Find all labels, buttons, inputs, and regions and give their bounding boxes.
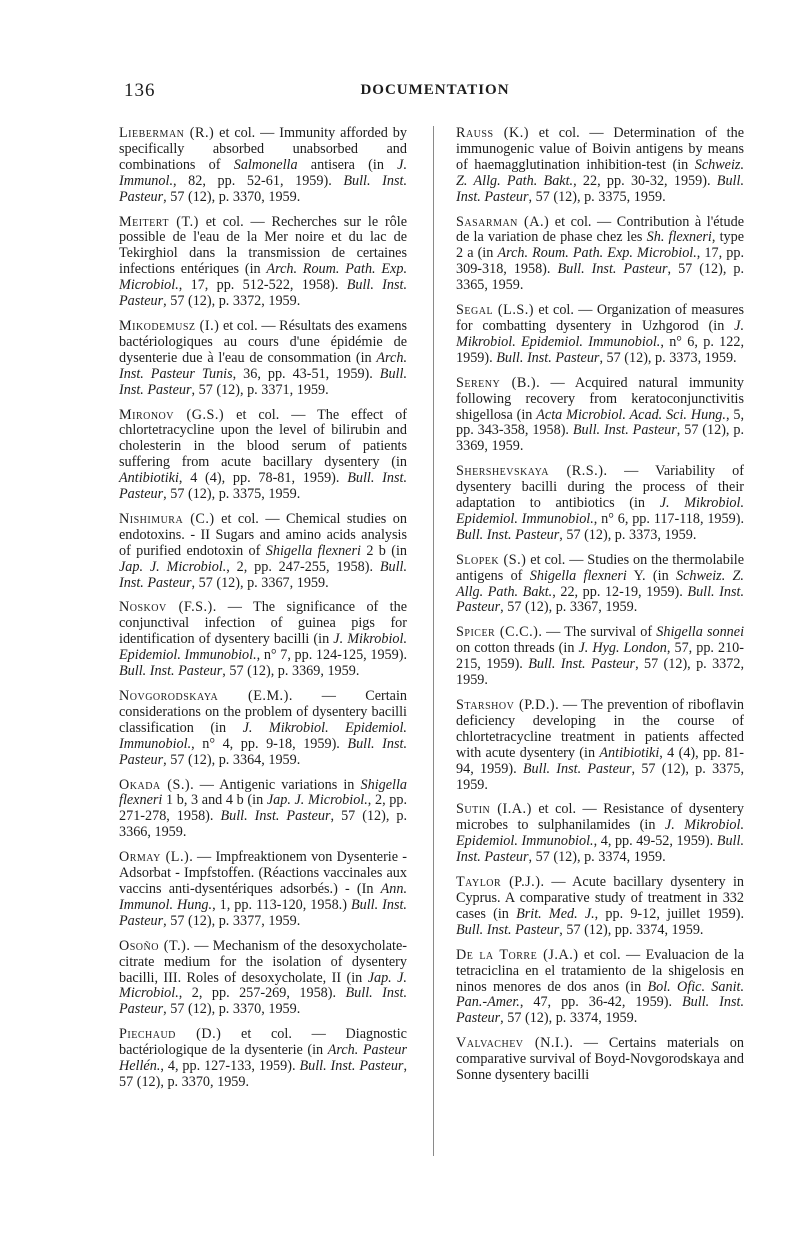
reference-author: Meitert (T.)	[119, 213, 199, 230]
reference-entry	[119, 778, 407, 842]
reference-citation: . — Certain considerations on the problem of dysentery bacilli classification (in J. Mikrobiol. Epidemiol. Immunobiol., n° 4, pp. 9-18, 1959). Bull. Inst. Pasteur, 57 (12), p. 3364, 1959.	[119, 688, 407, 768]
reference-citation: . — Acute bacillary dysentery in Cyprus. A comparative study of treatment in 332 cases (in Brit. Med. J., pp. 9-12, juillet 1959). Bull. Inst. Pasteur, 57 (12), pp. 3374, 1959.	[456, 874, 744, 938]
reference-author: Mikodemusz (I.)	[119, 317, 220, 334]
reference-author: Sasarman (A.)	[456, 213, 550, 230]
reference-author: Novgorodskaya (E.M.)	[119, 688, 289, 704]
reference-citation: . — The prevention of riboflavin deficiency developing in the course of chlortetracycline treatment in patients affected with acute dysentery (in Antibiotiki, 4 (4), pp. 81-94, 1959). Bull. Inst. Pasteur, 57 (12), p. 3375, 1959.	[456, 697, 744, 793]
reference-author: Nishimura (C.)	[119, 510, 215, 527]
reference-citation: et col. — Resistance of dysentery microbes to sulphanilamides (in J. Mikrobiol. Epidemiol. Immunobiol., 4, pp. 49-52, 1959). Bull. Inst. Pasteur, 57 (12), p. 3374, 1959.	[456, 801, 744, 866]
reference-citation: . — Variability of dysentery bacilli during the process of their adaptation to antibiotics (in J. Mikrobiol. Epidemiol. Immunobiol., n° 6, pp. 117-118, 1959). Bull. Inst. Pasteur, 57 (12), p. 3373, 1959.	[456, 463, 745, 543]
reference-entry	[456, 376, 744, 456]
page-number: 136	[124, 80, 156, 101]
reference-citation: et col. — Résultats des examens bactériologiques au cours d'une épidémie de dysenterie due à l'eau de consommation (in Arch. Inst. Pasteur Tunis, 36, pp. 43-51, 1959). Bull. Inst. Pasteur, 57 (12), p. 3371, 1959.	[119, 317, 407, 398]
reference-citation: . — Certains materials on comparative survival of Boyd-Novgorodskaya and Sonne dysentery bacilli	[456, 1035, 744, 1084]
reference-citation: et col. — Determination of the immunogenic value of Boivin antigens by means of haemagglutination inhibition-test (in Schweiz. Z. Allg. Path. Bakt., 22, pp. 30-32, 1959). Bull. Inst. Pasteur, 57 (12), p. 3375, 1959.	[456, 125, 744, 205]
reference-entry	[456, 303, 744, 367]
reference-author: Okada (S.)	[119, 776, 191, 793]
reference-entry	[119, 319, 407, 399]
reference-author: Taylor (P.J.)	[456, 874, 541, 891]
reference-entry	[119, 689, 407, 769]
reference-author: Starshov (P.D.)	[456, 697, 556, 713]
reference-author: Mironov (G.S.)	[119, 406, 225, 423]
column-divider	[433, 126, 434, 1156]
reference-citation: et col. — Recherches sur le rôle possible de l'eau de la Mer noire et du lac de Tekirghiol dans la transmission de certaines infections entériques (in Arch. Roum. Path. Exp. Microbiol., 17, pp. 512-522, 1958). Bull. Inst. Pasteur, 57 (12), p. 3372, 1959.	[119, 213, 407, 310]
reference-author: Segal (L.S.)	[456, 302, 535, 319]
reference-entry	[119, 408, 407, 503]
reference-entry	[456, 802, 744, 866]
reference-entry	[456, 1036, 744, 1084]
reference-author: Sutin (I.A.)	[456, 801, 532, 818]
reference-citation: et col. — Diagnostic bactériologique de la dysenterie (in Arch. Pasteur Hellén., 4, pp. 127-133, 1959). Bull. Inst. Pasteur, 57 (12), p. 3370, 1959.	[119, 1026, 408, 1090]
reference-author: Sereny (B.)	[456, 374, 537, 391]
reference-citation: . — The significance of the conjunctival infection of guinea pigs for identification of dysentery bacilli (in J. Mikrobiol. Epidemiol. Immunobiol., n° 7, pp. 124-125, 1959). Bull. Inst. Pasteur, 57 (12), p. 3369, 1959.	[119, 599, 407, 680]
reference-entry	[119, 600, 407, 680]
reference-entry	[119, 939, 407, 1019]
reference-citation: . — Mechanism of the desoxycholate-citrate medium for the isolation of dysentery bacilli, III. Roles of desoxycholate, II (in Jap. J. Microbiol., 2, pp. 257-269, 1958). Bull. Inst. Pasteur, 57 (12), p. 3370, 1959.	[119, 937, 407, 1018]
right-column	[456, 126, 744, 1093]
running-title: DOCUMENTATION	[360, 82, 510, 98]
reference-author: Rauss (K.)	[456, 125, 530, 141]
reference-author: Valvachev (N.I.)	[456, 1035, 570, 1052]
reference-citation: et col. — Contribution à l'étude de la variation de phase chez les Sh. flexneri, type 2 a (in Arch. Roum. Path. Exp. Microbiol., 17, pp. 309-318, 1958). Bull. Inst. Pasteur, 57 (12), p. 3365, 1959.	[456, 213, 745, 294]
left-column	[119, 126, 407, 1100]
reference-author: Ormay (L.)	[119, 849, 190, 866]
reference-author: Lieberman (R.)	[119, 125, 215, 141]
reference-citation: et col. — Chemical studies on endotoxins. - II Sugars and amino acids analysis of purified endotoxin of Shigella flexneri 2 b (in Jap. J. Microbiol., 2, pp. 247-255, 1958). Bull. Inst. Pasteur, 57 (12), p. 3367, 1959.	[119, 510, 408, 591]
reference-entry	[456, 553, 744, 617]
reference-author: Osoño (T.)	[119, 937, 187, 954]
reference-citation: et col. — Evaluacion de la tetraciclina en el tratamiento de la shigelosis en ninos menores de dos anos (in Bol. Ofic. Sanit. Pan.-Amer., 47, pp. 36-42, 1959). Bull. Inst. Pasteur, 57 (12), p. 3374, 1959.	[456, 946, 744, 1027]
reference-entry	[456, 948, 744, 1028]
reference-citation: . — Acquired natural immunity following recovery from keratoconjunctivitis shigellosa (in Acta Microbiol. Acad. Sci. Hung., 5, pp. 343-358, 1958). Bull. Inst. Pasteur, 57 (12), p. 3369, 1959.	[456, 374, 745, 455]
reference-author: Shershevskaya (R.S.)	[456, 463, 604, 480]
reference-entry	[119, 850, 407, 930]
reference-entry	[119, 512, 407, 592]
reference-author: Noskov (F.S.)	[119, 599, 213, 616]
reference-author: Piechaud (D.)	[119, 1026, 222, 1043]
reference-author: De la Torre (J.A.)	[456, 946, 579, 963]
reference-citation: . — Antigenic variations in Shigella flexneri 1 b, 3 and 4 b (in Jap. J. Microbiol., 2, pp. 271-278, 1958). Bull. Inst. Pasteur, 57 (12), p. 3366, 1959.	[119, 776, 408, 841]
reference-citation: et col. — The effect of chlortetracycline upon the level of bilirubin and cholesterin in the blood serum of patients suffering from acute bacillary dysentery (in Antibiotiki, 4 (4), pp. 78-81, 1959). Bull. Inst. Pasteur, 57 (12), p. 3375, 1959.	[119, 406, 408, 503]
reference-citation: . — The survival of Shigella sonnei on cotton threads (in J. Hyg. London, 57, pp. 210-215, 1959). Bull. Inst. Pasteur, 57 (12), p. 3372, 1959.	[456, 624, 745, 689]
reference-entry	[456, 215, 744, 295]
reference-entry	[119, 1027, 407, 1091]
reference-citation: . — Impfreaktionem von Dysenterie - Adsorbat - Impfstoffen. (Réactions vaccinales aux vaccins anti-dysentériques adsorbés.) - (In Ann. Immunol. Hung., 1, pp. 113-120, 1958.) Bull. Inst. Pasteur, 57 (12), p. 3377, 1959.	[119, 849, 407, 929]
reference-author: Spicer (C.C.)	[456, 624, 539, 641]
reference-entry	[456, 126, 744, 206]
reference-citation: et col. — Immunity afforded by specifically absorbed unabsorbed and combinations of Salmonella antisera (in J. Immunol., 82, pp. 52-61, 1959). Bull. Inst. Pasteur, 57 (12), p. 3370, 1959.	[119, 125, 408, 205]
reference-entry	[119, 215, 407, 310]
reference-author: Slopek (S.)	[456, 551, 527, 568]
reference-citation: et col. — Studies on the thermolabile antigens of Shigella flexneri Y. (in Schweiz. Z. Allg. Path. Bakt., 22, pp. 12-19, 1959). Bull. Inst. Pasteur, 57 (12), p. 3367, 1959.	[456, 551, 745, 616]
reference-citation: et col. — Organization of measures for combatting dysentery in Uzhgorod (in J. Mikrobiol. Epidemiol. Immunobiol., n° 6, p. 122, 1959). Bull. Inst. Pasteur, 57 (12), p. 3373, 1959.	[456, 302, 744, 366]
reference-entry	[119, 126, 407, 206]
reference-entry	[456, 625, 744, 689]
reference-entry	[456, 698, 744, 793]
reference-entry	[456, 875, 744, 939]
reference-entry	[456, 464, 744, 544]
